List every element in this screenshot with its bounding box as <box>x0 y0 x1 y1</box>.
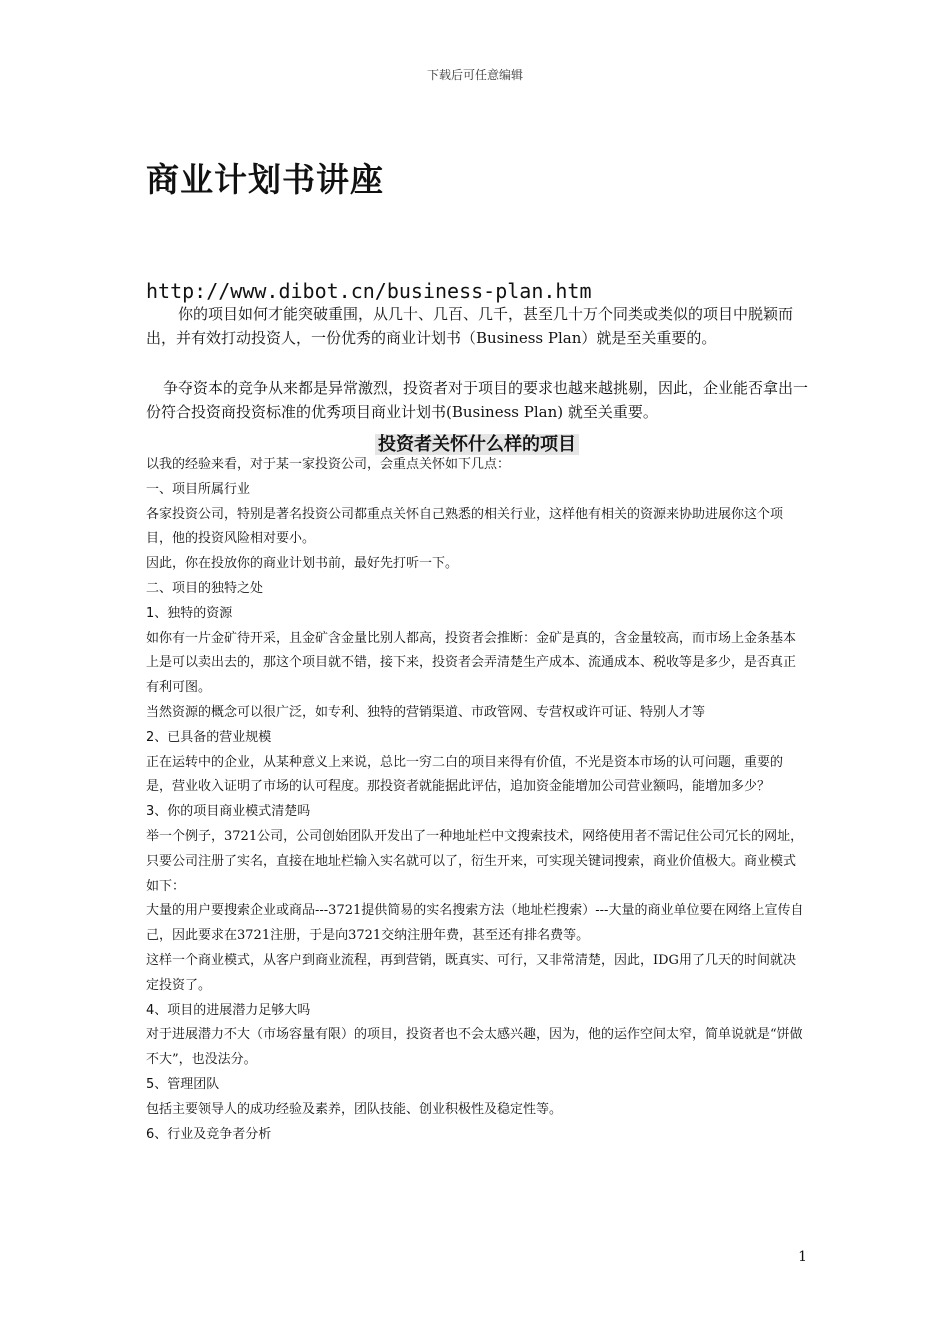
subheading: 5、管理团队 <box>146 1076 220 1092</box>
paragraph: 以我的经验来看，对于某一家投资公司，会重点关怀如下几点： <box>146 457 511 472</box>
paragraph: 因此，你在投放你的商业计划书前，最好先打听一下。 <box>146 556 459 572</box>
body-text <box>146 453 808 1147</box>
section-heading <box>146 427 808 456</box>
subheading: 一、项目所属行业 <box>146 481 251 497</box>
paragraph: 正在运转中的企业，从某种意义上来说，总比一穷二白的项目来得有价值，不光是资本市场的认可问题，重要的是，营业收入证明了市场的认可程度。那投资者就能据此评估，追加资金能增加公司营业额吗，能增加多少？ <box>146 754 784 795</box>
page-number: 1 <box>798 1249 807 1265</box>
paragraph: 大量的用户要搜索企业或商品---3721提供简易的实名搜索方法（地址栏搜索）---大量的商业单位要在网络上宣传自己，因此要求在3721注册，于是向3721交纳注册年费，甚至还有排名费等。 <box>146 903 804 944</box>
paragraph: 当然资源的概念可以很广泛，如专利、独特的营销渠道、市政管网、专营权或许可证、特别人才等 <box>146 704 706 720</box>
section-heading-text: 投资者关怀什么样的项目 <box>375 434 579 455</box>
intro-paragraph: 争夺资本的竞争从来都是异常激烈，投资者对于项目的要求也越来越挑剔，因此，企业能否拿出一份符合投资商投资标准的优秀项目商业计划书(Business Plan) 就至关重要。 <box>146 379 809 421</box>
subheading: 二、项目的独特之处 <box>146 580 264 596</box>
subheading: 3、你的项目商业模式清楚吗 <box>146 804 311 820</box>
subheading: 1、独特的资源 <box>146 605 233 621</box>
subheading: 2、已具备的营业规模 <box>146 729 272 745</box>
paragraph: 这样一个商业模式，从客户到商业流程，再到营销，既真实、可行，又非常清楚，因此，IDG用了几天的时间就决定投资了。 <box>146 952 796 993</box>
paragraph: 如你有一片金矿待开采，且金矿含金量比别人都高，投资者会推断：金矿是真的，含金量较高，而市场上金条基本上是可以卖出去的，那这个项目就不错，接下来，投资者会弄清楚生产成本、流通成本、税收等是多少，是否真正有利可图。 <box>146 630 797 696</box>
subheading: 4、项目的进展潜力足够大吗 <box>146 1002 311 1018</box>
subheading: 6、行业及竞争者分析 <box>146 1126 272 1142</box>
document-title: 商业计划书讲座 <box>146 160 384 199</box>
page-header: 下载后可任意编辑 <box>426 68 523 82</box>
intro-paragraph: 你的项目如何才能突破重围，从几十、几百、几千，甚至几十万个同类或类似的项目中脱颖而出，并有效打动投资人，一份优秀的商业计划书（Business Plan）就是至关重要的。 <box>146 305 794 347</box>
paragraph: 各家投资公司，特别是著名投资公司都重点关怀自己熟悉的相关行业，这样他有相关的资源来协助进展你这个项目，他的投资风险相对要小。 <box>146 506 784 547</box>
paragraph: 包括主要领导人的成功经验及素养，团队技能、创业积极性及稳定性等。 <box>146 1101 563 1117</box>
paragraph: 举一个例子，3721公司，公司创始团队开发出了一种地址栏中文搜索技术，网络使用者不需记住公司冗长的网址，只要公司注册了实名，直接在地址栏输入实名就可以了，衍生开来，可实现关键词搜索，商业价值极大。商业模式如下： <box>146 828 804 894</box>
paragraph: 对于进展潜力不大（市场容量有限）的项目，投资者也不会太感兴趣，因为，他的运作空间太窄，简单说就是“饼做不大”，也没法分。 <box>146 1027 803 1068</box>
source-url: http://www.dibot.cn/business-plan.htm <box>146 279 592 303</box>
